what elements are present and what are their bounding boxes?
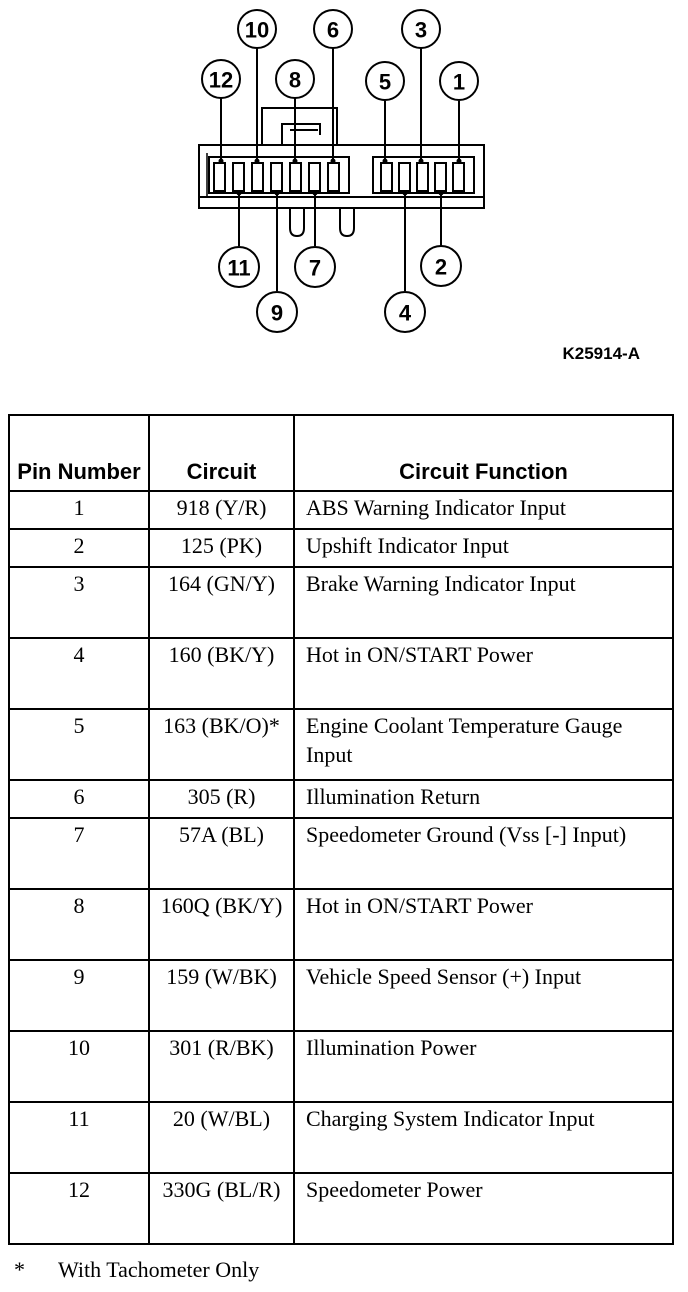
circuit-cell: 305 (R) [149, 780, 294, 818]
footnote-symbol: * [14, 1257, 25, 1282]
pin-number-cell: 7 [9, 818, 149, 889]
callout-7: 7 [308, 255, 322, 281]
table-row [9, 780, 673, 818]
circuit-function-cell: Illumination Power [294, 1031, 673, 1102]
connector-key-left [290, 208, 304, 236]
pin-number-cell: 6 [9, 780, 149, 818]
circuit-function-cell: ABS Warning Indicator Input [294, 491, 673, 529]
circuit-function-cell: Charging System Indicator Input [294, 1102, 673, 1173]
circuit-function-cell: Upshift Indicator Input [294, 529, 673, 567]
header-pin-number: Pin Number [9, 415, 149, 491]
circuit-function-cell: Speedometer Ground (Vss [-] Input) [294, 818, 673, 889]
pin-number-cell: 10 [9, 1031, 149, 1102]
circuit-cell: 160 (BK/Y) [149, 638, 294, 709]
pin-number-cell: 3 [9, 567, 149, 638]
table-row [9, 638, 673, 709]
table-row [9, 889, 673, 960]
table-row [9, 529, 673, 567]
callout-6: 6 [326, 17, 340, 43]
callout-3: 3 [414, 17, 428, 43]
table-row [9, 818, 673, 889]
table-header-row [9, 415, 673, 491]
callout-1: 1 [452, 69, 466, 95]
circuit-cell: 160Q (BK/Y) [149, 889, 294, 960]
header-circuit: Circuit [149, 415, 294, 491]
circuit-function-cell: Illumination Return [294, 780, 673, 818]
pin-number-cell: 8 [9, 889, 149, 960]
pin-number-cell: 5 [9, 709, 149, 780]
pin-number-cell: 11 [9, 1102, 149, 1173]
table-row [9, 1102, 673, 1173]
circuit-cell: 330G (BL/R) [149, 1173, 294, 1244]
callout-11: 11 [227, 255, 251, 281]
table-row [9, 1173, 673, 1244]
circuit-function-cell: Vehicle Speed Sensor (+) Input [294, 960, 673, 1031]
table-row [9, 709, 673, 780]
table-row [9, 491, 673, 529]
callout-5: 5 [378, 69, 392, 95]
callout-12: 12 [208, 67, 234, 93]
connector-diagram [0, 0, 688, 400]
connector-key-right [340, 208, 354, 236]
circuit-cell: 301 (R/BK) [149, 1031, 294, 1102]
pin-number-cell: 1 [9, 491, 149, 529]
circuit-cell: 163 (BK/O)* [149, 709, 294, 780]
pin-number-cell: 2 [9, 529, 149, 567]
callout-10: 10 [244, 17, 270, 43]
table-row [9, 1031, 673, 1102]
figure-reference-id: K25914-A [562, 344, 640, 363]
header-circuit-function: Circuit Function [294, 415, 673, 491]
circuit-cell: 159 (W/BK) [149, 960, 294, 1031]
pin-number-cell: 9 [9, 960, 149, 1031]
table-row [9, 567, 673, 638]
circuit-cell: 164 (GN/Y) [149, 567, 294, 638]
circuit-cell: 57A (BL) [149, 818, 294, 889]
table-row [9, 960, 673, 1031]
callout-4: 4 [398, 300, 412, 326]
callout-8: 8 [288, 67, 302, 93]
connector-lock-tab [262, 108, 337, 145]
circuit-function-cell: Brake Warning Indicator Input [294, 567, 673, 638]
circuit-cell: 918 (Y/R) [149, 491, 294, 529]
footnote-text: With Tachometer Only [58, 1257, 260, 1282]
pin-number-cell: 12 [9, 1173, 149, 1244]
circuit-function-cell: Speedometer Power [294, 1173, 673, 1244]
circuit-function-cell: Hot in ON/START Power [294, 889, 673, 960]
pin-number-cell: 4 [9, 638, 149, 709]
circuit-cell: 125 (PK) [149, 529, 294, 567]
footnote [14, 1257, 259, 1283]
circuit-function-cell: Engine Coolant Temperature Gauge Input [294, 709, 673, 780]
circuit-cell: 20 (W/BL) [149, 1102, 294, 1173]
pin-table [8, 414, 674, 1245]
circuit-function-cell: Hot in ON/START Power [294, 638, 673, 709]
callout-2: 2 [434, 254, 448, 280]
callout-9: 9 [270, 300, 284, 326]
